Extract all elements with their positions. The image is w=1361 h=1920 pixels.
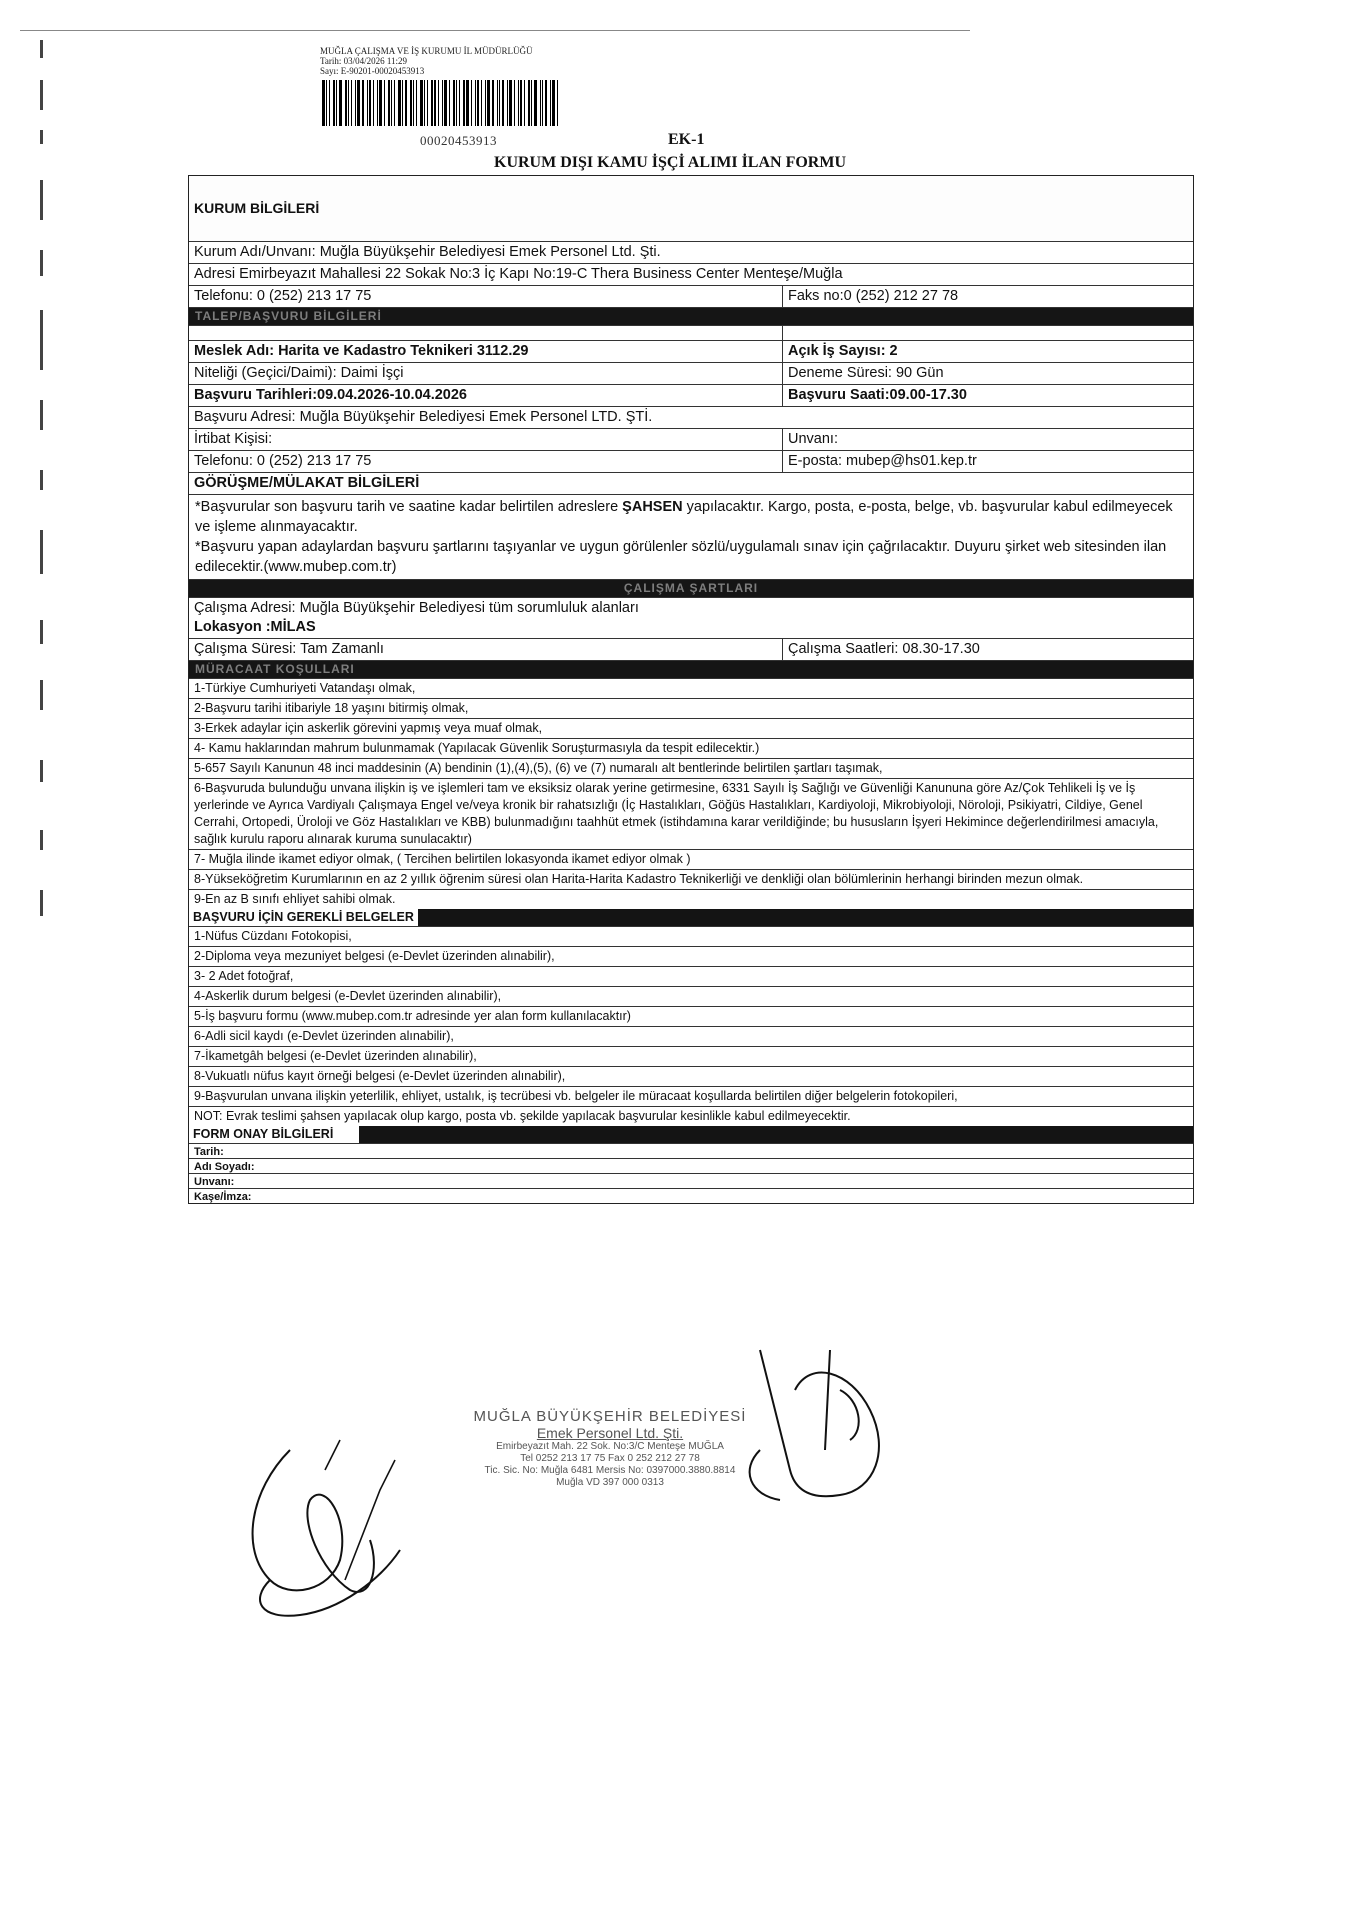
document-item-text: 4-Askerlik durum belgesi (e-Devlet üzerinden alınabilir), — [194, 989, 502, 1003]
barcode-bar — [520, 80, 522, 126]
note-1: *Başvurular son başvuru tarih ve saatine kadar belirtilen adreslere ŞAHSEN yapılacaktır. Kargo, posta, e-posta, belge, vb. başvurular kabul edilmeyecek ve işleme alınmayacaktır. — [195, 499, 1173, 535]
barcode-bar — [557, 80, 558, 126]
barcode-bar — [528, 80, 530, 126]
barcode-bar — [442, 80, 443, 126]
barcode-bar — [531, 80, 532, 126]
form-title: KURUM DIŞI KAMU İŞÇİ ALIMI İLAN FORMU — [494, 154, 847, 171]
barcode-bar — [534, 80, 537, 126]
barcode-bar — [329, 80, 330, 126]
condition-item — [189, 850, 1193, 870]
document-item — [189, 1027, 1193, 1047]
work-address: Çalışma Adresi: Muğla Büyükşehir Belediyesi tüm sorumluluk alanları — [194, 600, 639, 616]
document-item — [189, 967, 1193, 987]
onay-stamp-label: Kaşe/İmza: — [194, 1191, 252, 1203]
barcode-bar — [471, 80, 472, 126]
onay-name-label: Adı Soyadı: — [194, 1161, 255, 1173]
barcode — [322, 80, 594, 126]
barcode-bar — [427, 80, 428, 126]
kurum-contact-row — [189, 286, 1193, 308]
document-item — [189, 1067, 1193, 1087]
spacer-row — [189, 326, 1193, 341]
trial-period: Deneme Süresi: 90 Gün — [788, 365, 944, 381]
open-jobs: Açık İş Sayısı: 2 — [788, 343, 898, 359]
barcode-bar — [424, 80, 425, 126]
barcode-bar — [444, 80, 447, 126]
kurum-phone: Telefonu: 0 (252) 213 17 75 — [189, 286, 783, 307]
document-item-text: 8-Vukuatlı nüfus kayıt örneği belgesi (e-Devlet üzerinden alınabilir), — [194, 1069, 566, 1083]
barcode-bar — [388, 80, 390, 126]
document-item — [189, 1087, 1193, 1107]
barcode-bar — [487, 80, 490, 126]
barcode-bar — [502, 80, 504, 126]
barcode-bar — [485, 80, 486, 126]
signature-left — [230, 1430, 430, 1630]
barcode-bar — [367, 80, 368, 126]
condition-item-text: 5-657 Sayılı Kanunun 48 inci maddesinin (A) bendinin (1),(4),(5), (6) ve (7) numaralı alt bentlerinde belirtilen şartları taşımak, — [194, 761, 883, 775]
onay-section-title: FORM ONAY BİLGİLERİ — [193, 1126, 337, 1143]
barcode-bar — [492, 80, 494, 126]
barcode-bar — [552, 80, 555, 126]
application-hours: Başvuru Saati:09.00-17.30 — [788, 387, 967, 403]
barcode-bar — [326, 80, 327, 126]
work-address-row — [189, 598, 1193, 639]
condition-item-text: 8-Yükseköğretim Kurumlarının en az 2 yıllık öğrenim süresi olan Harita-Harita Kadastro Teknikerliği ve denkliği olan bölümlerinin herhangi birinden mezun olmak. — [194, 872, 1084, 886]
barcode-bar — [405, 80, 407, 126]
condition-item-text: 9-En az B sınıfı ehliyet sahibi olmak. — [194, 892, 396, 906]
annex-label: EK-1 — [668, 131, 705, 148]
barcode-bar — [507, 80, 508, 126]
barcode-bar — [351, 80, 352, 126]
announcement-form — [188, 175, 1194, 1204]
application-address-row — [189, 407, 1193, 429]
document-item — [189, 987, 1193, 1007]
kurum-address-row — [189, 264, 1193, 286]
barcode-bar — [434, 80, 436, 126]
registry-header — [320, 46, 533, 76]
belgeler-section-header — [189, 909, 1193, 927]
nature-row — [189, 363, 1193, 385]
onay-date-label: Tarih: — [194, 1146, 224, 1158]
contact-phone-row — [189, 451, 1193, 473]
barcode-bar — [431, 80, 433, 126]
barcode-bar — [540, 80, 541, 126]
condition-item — [189, 759, 1193, 779]
barcode-bar — [416, 80, 417, 126]
barcode-bar — [456, 80, 457, 126]
kurum-fax: Faks no:0 (252) 212 27 78 — [788, 288, 959, 304]
registry-number: Sayı: E-90201-00020453913 — [320, 66, 425, 76]
barcode-bar — [497, 80, 498, 126]
barcode-bar — [518, 80, 519, 126]
gorusme-section-header — [189, 473, 1193, 495]
barcode-bar — [394, 80, 395, 126]
barcode-bar — [402, 80, 403, 126]
profession-row — [189, 341, 1193, 363]
barcode-bar — [357, 80, 360, 126]
barcode-bar — [373, 80, 374, 126]
work-time-row — [189, 639, 1193, 661]
barcode-bar — [369, 80, 371, 126]
profession: Meslek Adı: Harita ve Kadastro Teknikeri 3112.29 — [189, 341, 783, 362]
document-item-text: 3- 2 Adet fotoğraf, — [194, 969, 294, 983]
stamp-line-4: Tel 0252 213 17 75 Fax 0 252 212 27 78 — [520, 1453, 700, 1464]
condition-item-text: 4- Kamu haklarından mahrum bulunmamak (Yapılacak Güvenlik Soruşturmasıyla da tespit edilecektir.) — [194, 741, 760, 755]
condition-item — [189, 679, 1193, 699]
barcode-bar — [413, 80, 414, 126]
barcode-bar — [345, 80, 347, 126]
barcode-bar — [384, 80, 385, 126]
calisma-section-title: ÇALIŞMA ŞARTLARI — [623, 581, 759, 595]
barcode-bar — [550, 80, 551, 126]
document-item-text: 5-İş başvuru formu (www.mubep.com.tr adresinde yer alan form kullanılacaktır) — [194, 1009, 631, 1023]
document-item-text: 9-Başvurulan unvana ilişkin yeterlilik, ehliyet, ustalık, iş tecrübesi vb. belgeler ile müracaat koşullarda belirtilen diğer belgelerin fotokopileri, — [194, 1089, 958, 1103]
dates-row — [189, 385, 1193, 407]
kurum-address: Adresi Emirbeyazıt Mahallesi 22 Sokak No:3 İç Kapı No:19-C Thera Business Center Menteşe/Muğla — [194, 266, 843, 282]
belgeler-list — [189, 927, 1193, 1126]
barcode-bar — [514, 80, 515, 126]
contact-email[interactable]: E-posta: mubep@hs01.kep.tr — [788, 453, 977, 469]
kurum-section-title: KURUM BİLGİLERİ — [194, 200, 320, 216]
condition-item — [189, 699, 1193, 719]
barcode-bar — [322, 80, 325, 126]
kurum-name: Kurum Adı/Unvanı: Muğla Büyükşehir Belediyesi Emek Personel Ltd. Şti. — [194, 244, 661, 260]
work-address-block — [189, 598, 1193, 638]
document-item — [189, 1007, 1193, 1027]
document-item-text: 1-Nüfus Cüzdanı Fotokopisi, — [194, 929, 352, 943]
barcode-bar — [463, 80, 465, 126]
signature-right — [700, 1330, 930, 1510]
stamp-line-2: Emek Personel Ltd. Şti. — [536, 1425, 684, 1441]
barcode-bar — [410, 80, 412, 126]
condition-item-text: 7- Muğla ilinde ikamet ediyor olmak, ( Tercihen belirtilen lokasyonda ikamet ediyor olmak ) — [194, 852, 691, 866]
document-item — [189, 947, 1193, 967]
onay-date-row — [189, 1144, 1193, 1159]
barcode-bar — [379, 80, 382, 126]
barcode-number: 00020453913 — [420, 133, 497, 148]
contact-phone: Telefonu: 0 (252) 213 17 75 — [189, 451, 783, 472]
barcode-bar — [459, 80, 460, 126]
barcode-bar — [524, 80, 525, 126]
barcode-bar — [477, 80, 479, 126]
onay-name-row — [189, 1159, 1193, 1174]
barcode-bar — [509, 80, 512, 126]
document-item-text: NOT: Evrak teslimi şahsen yapılacak olup kargo, posta vb. şekilde yapılacak başvurular kesinlikle kabul edilmeyecektir. — [194, 1109, 851, 1123]
barcode-bar — [391, 80, 392, 126]
barcode-bar — [348, 80, 349, 126]
scan-margin-marks — [38, 40, 50, 920]
stamp-line-6: Muğla VD 397 000 0313 — [556, 1477, 664, 1488]
contact-person-row — [189, 429, 1193, 451]
condition-item-text: 2-Başvuru tarihi itibariyle 18 yaşını bitirmiş olmak, — [194, 701, 469, 715]
talep-section-title: TALEP/BAŞVURU BİLGİLERİ — [195, 309, 382, 323]
condition-item — [189, 890, 1193, 909]
barcode-bar — [355, 80, 356, 126]
barcode-bar — [377, 80, 378, 126]
registry-date: Tarih: 03/04/2026 11:29 — [320, 56, 408, 66]
work-hours: Çalışma Saatleri: 08.30-17.30 — [788, 641, 980, 657]
condition-item — [189, 870, 1193, 890]
document-item — [189, 1047, 1193, 1067]
application-address: Başvuru Adresi: Muğla Büyükşehir Belediyesi Emek Personel LTD. ŞTİ. — [194, 409, 653, 425]
gorusme-section-title: GÖRÜŞME/MÜLAKAT BİLGİLERİ — [194, 475, 420, 491]
barcode-bar — [398, 80, 401, 126]
belgeler-section-title: BAŞVURU İÇİN GEREKLİ BELGELER — [193, 909, 418, 926]
calisma-section-bar — [189, 580, 1193, 598]
barcode-bar — [420, 80, 423, 126]
application-dates: Başvuru Tarihleri:09.04.2026-10.04.2026 — [189, 385, 783, 406]
barcode-bar — [339, 80, 342, 126]
barcode-bar — [475, 80, 476, 126]
gorusme-notes — [189, 495, 1193, 579]
kurum-name-row — [189, 242, 1193, 264]
barcode-bar — [333, 80, 335, 126]
condition-item — [189, 739, 1193, 759]
contact-person: İrtibat Kişisi: — [189, 429, 783, 450]
barcode-bar — [362, 80, 364, 126]
barcode-bar — [466, 80, 469, 126]
office-name: MUĞLA ÇALIŞMA VE İŞ KURUMU İL MÜDÜRLÜĞÜ — [320, 46, 533, 56]
contact-title: Unvanı: — [788, 431, 838, 447]
onay-stamp-row — [189, 1189, 1193, 1203]
barcode-bar — [336, 80, 337, 126]
note-2: *Başvuru yapan adaylardan başvuru şartlarını taşıyanlar ve uygun görülenler sözlü/uygulamalı sınav için çağrılacaktır. Duyuru şirket web sitesinden ilan edilecektir.(www.mubep.com.tr) — [195, 539, 1167, 575]
document-item — [189, 1107, 1193, 1126]
barcode-bar — [449, 80, 450, 126]
talep-section-bar — [189, 308, 1193, 326]
document-item-text: 6-Adli sicil kaydı (e-Devlet üzerinden alınabilir), — [194, 1029, 454, 1043]
stamp-line-1: MUĞLA BÜYÜKŞEHİR BELEDİYESİ — [473, 1408, 747, 1425]
barcode-bar — [481, 80, 482, 126]
condition-item-text: 1-Türkiye Cumhuriyeti Vatandaşı olmak, — [194, 681, 416, 695]
onay-title-label: Unvanı: — [194, 1176, 235, 1188]
barcode-bar — [542, 80, 543, 126]
muracaat-list — [189, 679, 1193, 909]
document-item-text: 7-İkametgâh belgesi (e-Devlet üzerinden alınabilir), — [194, 1049, 477, 1063]
condition-item-text: 3-Erkek adaylar için askerlik görevini yapmış veya muaf olmak, — [194, 721, 543, 735]
condition-item-text: 6-Başvuruda bulunduğu unvana ilişkin iş ve işlemleri tam ve eksiksiz olarak yerine getirmesine, 6331 Sayılı İş Sağlığı ve Güvenliği Kanununa göre Az/Çok Tehlikeli İş ve İş yerlerinde ve Ayrıca Vardiyalı Çalışmaya Engel ve/veya kronik bir rahatsızlığı (İç Hastalıkları, Göğüs Hastalıkları, Kardiyoloji, Mikrobiyoloji, Nöroloji, Psikiyatri, Cildiye, Genel Cerrahi, Ortopedi, Üroloji ve Göz Hastalıkları ve KBB) bulunmadığını taahhüt etmek (istihdamına karar verildiğinde; bu hususların İşyeri Hekimince değerlendirilmesi amacıyla, sağlık kurulu raporu alınarak kuruma sunulacaktır) — [194, 781, 1159, 846]
work-location: Lokasyon :MİLAS — [194, 619, 316, 635]
onay-section-header — [189, 1126, 1193, 1144]
barcode-bar — [545, 80, 547, 126]
muracaat-section-bar — [189, 661, 1193, 679]
barcode-bar — [499, 80, 500, 126]
job-nature: Niteliği (Geçici/Daimi): Daimi İşçi — [189, 363, 783, 384]
gorusme-notes-row — [189, 495, 1193, 580]
muracaat-section-title: MÜRACAAT KOŞULLARI — [195, 662, 355, 676]
document-item-text: 2-Diploma veya mezuniyet belgesi (e-Devlet üzerinden alınabilir), — [194, 949, 555, 963]
onay-title-row — [189, 1174, 1193, 1189]
top-rule — [20, 30, 970, 31]
work-duration: Çalışma Süresi: Tam Zamanlı — [189, 639, 783, 660]
barcode-bar — [438, 80, 439, 126]
condition-item — [189, 779, 1193, 850]
barcode-bar — [453, 80, 455, 126]
condition-item — [189, 719, 1193, 739]
document-item — [189, 927, 1193, 947]
stamp-line-3: Emirbeyazıt Mah. 22 Sok. No:3/C Menteşe MUĞLA — [496, 1441, 724, 1452]
kurum-section-header — [189, 176, 1193, 242]
stamp-line-5: Tic. Sic. No: Muğla 6481 Mersis No: 0397000.3880.8814 — [484, 1465, 736, 1476]
